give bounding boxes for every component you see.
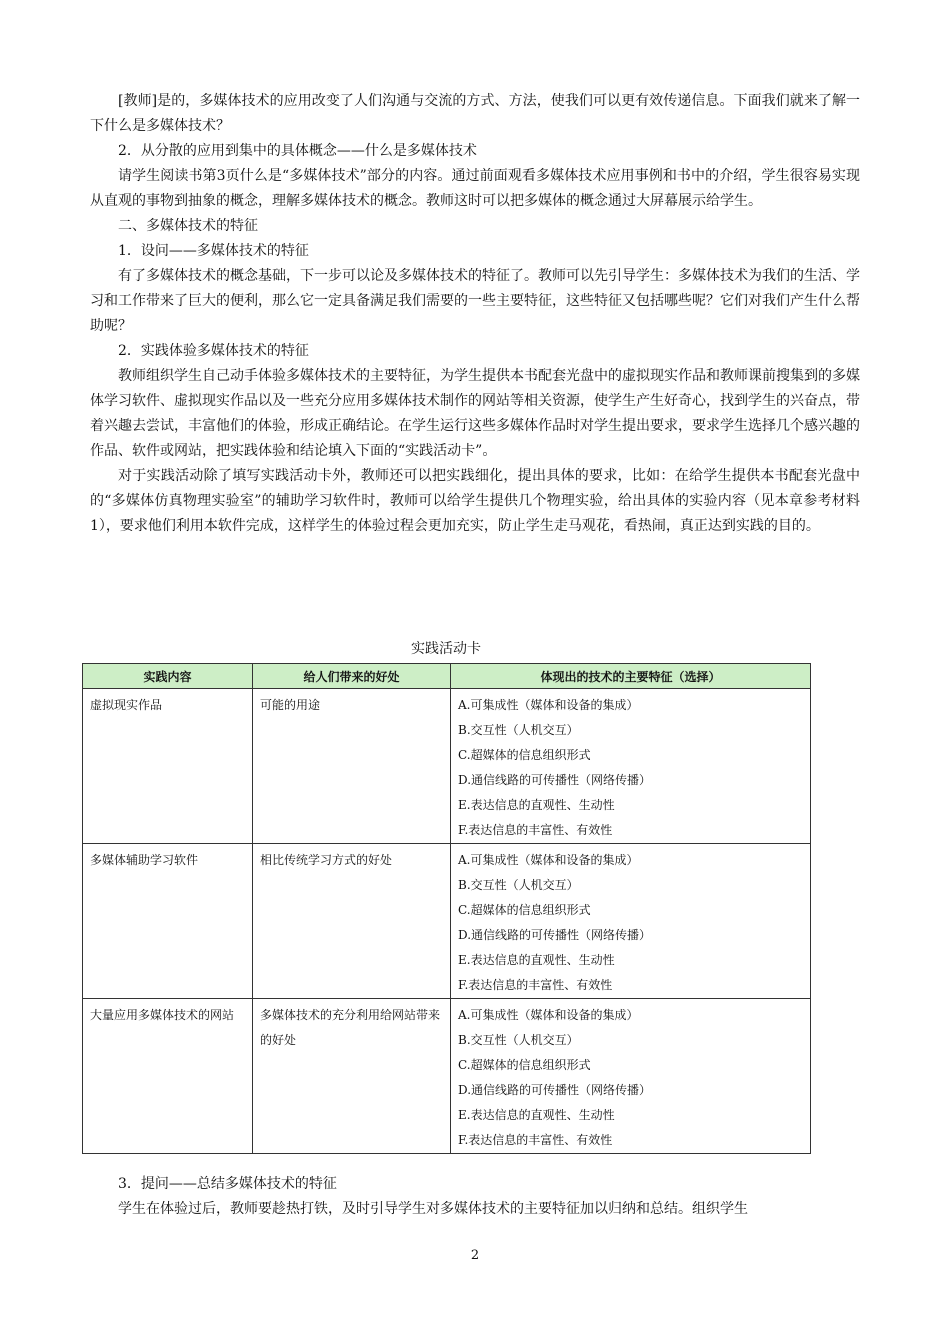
table-row bbox=[83, 689, 811, 844]
section-heading: 二、多媒体技术的特征 bbox=[118, 218, 258, 234]
header-benefit: 给人们带来的好处 bbox=[253, 664, 451, 689]
after-table-text bbox=[90, 1172, 860, 1222]
feature-option[interactable]: F.表达信息的丰富性、有效性 bbox=[458, 1133, 613, 1147]
feature-option[interactable]: F.表达信息的丰富性、有效性 bbox=[458, 823, 613, 837]
table-title: 实践活动卡 bbox=[411, 641, 481, 657]
section-heading: 2．实践体验多媒体技术的特征 bbox=[118, 343, 309, 359]
row-features-cell bbox=[451, 689, 811, 844]
feature-option[interactable]: E.表达信息的直观性、生动性 bbox=[458, 953, 615, 967]
row-content-cell: 大量应用多媒体技术的网站 bbox=[83, 999, 253, 1154]
row-content-cell: 多媒体辅助学习软件 bbox=[83, 844, 253, 999]
feature-option[interactable]: D.通信线路的可传播性（网络传播） bbox=[458, 1083, 652, 1097]
row-benefit-cell[interactable]: 相比传统学习方式的好处 bbox=[253, 844, 451, 999]
feature-option[interactable]: D.通信线路的可传播性（网络传播） bbox=[458, 928, 652, 942]
feature-option[interactable]: B.交互性（人机交互） bbox=[458, 723, 579, 737]
paragraph: 对于实践活动除了填写实践活动卡外，教师还可以把实践细化，提出具体的要求，比如：在给学生提供本书配套光盘中的“多媒体仿真物理实验室”的辅助学习软件时，教师可以给学生提供几个物理实验，给出具体的实验内容（见本章参考材料1），要求他们利用本软件完成，这样学生的体验过程会更加充实，防止学生走马观花，看热闹，真正达到实践的目的。 bbox=[90, 468, 860, 534]
table-header-row bbox=[83, 664, 811, 689]
body-text bbox=[90, 89, 860, 539]
feature-option[interactable]: B.交互性（人机交互） bbox=[458, 878, 579, 892]
row-features-cell bbox=[451, 999, 811, 1154]
feature-option[interactable]: C.超媒体的信息组织形式 bbox=[458, 1058, 591, 1072]
section-heading: 1．设问——多媒体技术的特征 bbox=[118, 243, 309, 259]
feature-option[interactable]: D.通信线路的可传播性（网络传播） bbox=[458, 773, 652, 787]
feature-option[interactable]: A.可集成性（媒体和设备的集成） bbox=[458, 853, 639, 867]
feature-option[interactable]: E.表达信息的直观性、生动性 bbox=[458, 798, 615, 812]
row-benefit-cell[interactable]: 可能的用途 bbox=[253, 689, 451, 844]
row-features-cell bbox=[451, 844, 811, 999]
feature-option[interactable]: A.可集成性（媒体和设备的集成） bbox=[458, 698, 639, 712]
feature-option[interactable]: F.表达信息的丰富性、有效性 bbox=[458, 978, 613, 992]
paragraph: 请学生阅读书第3页什么是“多媒体技术”部分的内容。通过前面观看多媒体技术应用事例和书中的介绍，学生很容易实现从直观的事物到抽象的概念，理解多媒体技术的概念。教师这时可以把多媒体的概念通过大屏幕展示给学生。 bbox=[90, 168, 860, 209]
row-benefit-cell[interactable]: 多媒体技术的充分利用给网站带来的好处 bbox=[253, 999, 451, 1154]
practice-activity-card bbox=[82, 663, 811, 1154]
paragraph: 教师组织学生自己动手体验多媒体技术的主要特征，为学生提供本书配套光盘中的虚拟现实作品和教师课前搜集到的多媒体学习软件、虚拟现实作品以及一些充分应用多媒体技术制作的网站等相关资源，使学生产生好奇心，找到学生的兴奋点，带着兴趣去尝试，丰富他们的体验，形成正确结论。在学生运行这些多媒体作品时对学生提出要求，要求学生选择几个感兴趣的作品、软件或网站，把实践体验和结论填入下面的“实践活动卡”。 bbox=[90, 368, 860, 459]
paragraph: 有了多媒体技术的概念基础，下一步可以论及多媒体技术的特征了。教师可以先引导学生：多媒体技术为我们的生活、学习和工作带来了巨大的便利，那么它一定具备满足我们需要的一些主要特征，这些特征又包括哪些呢？它们对我们产生什么帮助呢？ bbox=[90, 268, 860, 334]
feature-option[interactable]: E.表达信息的直观性、生动性 bbox=[458, 1108, 615, 1122]
section-heading: 2．从分散的应用到集中的具体概念——什么是多媒体技术 bbox=[118, 143, 477, 159]
page-number: 2 bbox=[470, 1248, 480, 1263]
paragraph: 学生在体验过后，教师要趁热打铁，及时引导学生对多媒体技术的主要特征加以归纳和总结。组织学生 bbox=[118, 1201, 748, 1217]
header-features: 体现出的技术的主要特征（选择） bbox=[451, 664, 811, 689]
feature-option[interactable]: C.超媒体的信息组织形式 bbox=[458, 903, 591, 917]
table-row bbox=[83, 844, 811, 999]
section-heading: 3．提问——总结多媒体技术的特征 bbox=[118, 1176, 337, 1192]
feature-option[interactable]: B.交互性（人机交互） bbox=[458, 1033, 579, 1047]
feature-option[interactable]: C.超媒体的信息组织形式 bbox=[458, 748, 591, 762]
feature-option[interactable]: A.可集成性（媒体和设备的集成） bbox=[458, 1008, 639, 1022]
table-row bbox=[83, 999, 811, 1154]
paragraph: [教师]是的，多媒体技术的应用改变了人们沟通与交流的方式、方法，使我们可以更有效传递信息。下面我们就来了解一下什么是多媒体技术？ bbox=[90, 93, 860, 134]
header-content: 实践内容 bbox=[83, 664, 253, 689]
row-content-cell: 虚拟现实作品 bbox=[83, 689, 253, 844]
